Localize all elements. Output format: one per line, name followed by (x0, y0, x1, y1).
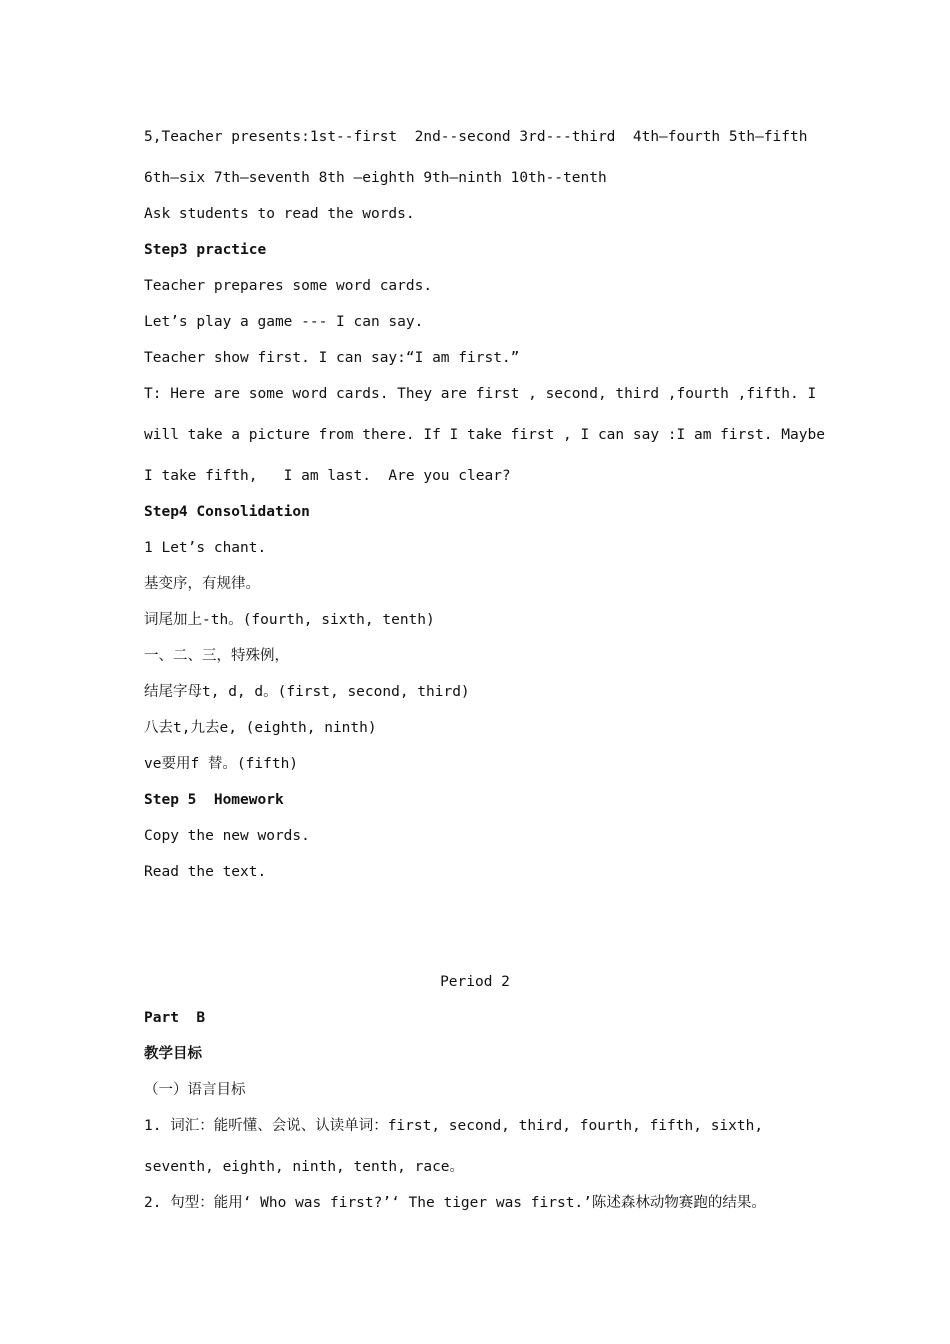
text-line-language-goals: （一）语言目标 (144, 1082, 246, 1098)
text-line-t-2: will take a picture from there. If I take first , I can say :I am first. Maybe (144, 427, 825, 443)
text-line-chant-4: 结尾字母t, d, d。(first, second, third) (144, 684, 470, 700)
text-line-word-cards: Teacher prepares some word cards. (144, 278, 433, 294)
text-line-vocab-1: 1. 词汇：能听懂、会说、认读单词：first, second, third, fourth, fifth, sixth, (144, 1118, 764, 1134)
text-line-t-1: T: Here are some word cards. They are first , second, third ,fourth ,fifth. I (144, 386, 817, 402)
text-line-presents: 5,Teacher presents:1st--first 2nd--second 3rd---third 4th—fourth 5th—fifth (144, 129, 808, 145)
heading-objectives: 教学目标 (144, 1046, 202, 1062)
heading-step3: Step3 practice (144, 242, 267, 258)
text-line-read-text: Read the text. (144, 864, 267, 880)
heading-part-b: Part B (144, 1010, 206, 1026)
text-line-sentence: 2. 句型：能用‘ Who was first?’‘ The tiger was first.’陈述森林动物赛跑的结果。 (144, 1195, 766, 1211)
text-line-chant: 1 Let’s chant. (144, 540, 267, 556)
text-line-chant-6: ve要用f 替。(fifth) (144, 756, 299, 772)
period-title: Period 2 (440, 974, 510, 990)
text-line-t-3: I take fifth, I am last. Are you clear? (144, 468, 511, 484)
text-line-chant-2: 词尾加上-th。(fourth, sixth, tenth) (144, 612, 435, 628)
text-line-chant-5: 八去t,九去e, (eighth, ninth) (144, 720, 377, 736)
text-line-ordinals: 6th—six 7th—seventh 8th –eighth 9th—ninth 10th--tenth (144, 170, 607, 186)
text-line-vocab-2: seventh, eighth, ninth, tenth, race。 (144, 1159, 465, 1175)
text-line-chant-1: 基变序，有规律。 (144, 576, 260, 592)
text-line-chant-3: 一、二、三，特殊例， (144, 648, 289, 664)
text-line-game: Let’s play a game --- I can say. (144, 314, 424, 330)
heading-step4: Step4 Consolidation (144, 504, 310, 520)
heading-step5: Step 5 Homework (144, 792, 284, 808)
text-line-copy: Copy the new words. (144, 828, 310, 844)
text-line-teacher-show: Teacher show first. I can say:“I am first.” (144, 350, 520, 366)
text-line-read-words: Ask students to read the words. (144, 206, 415, 222)
